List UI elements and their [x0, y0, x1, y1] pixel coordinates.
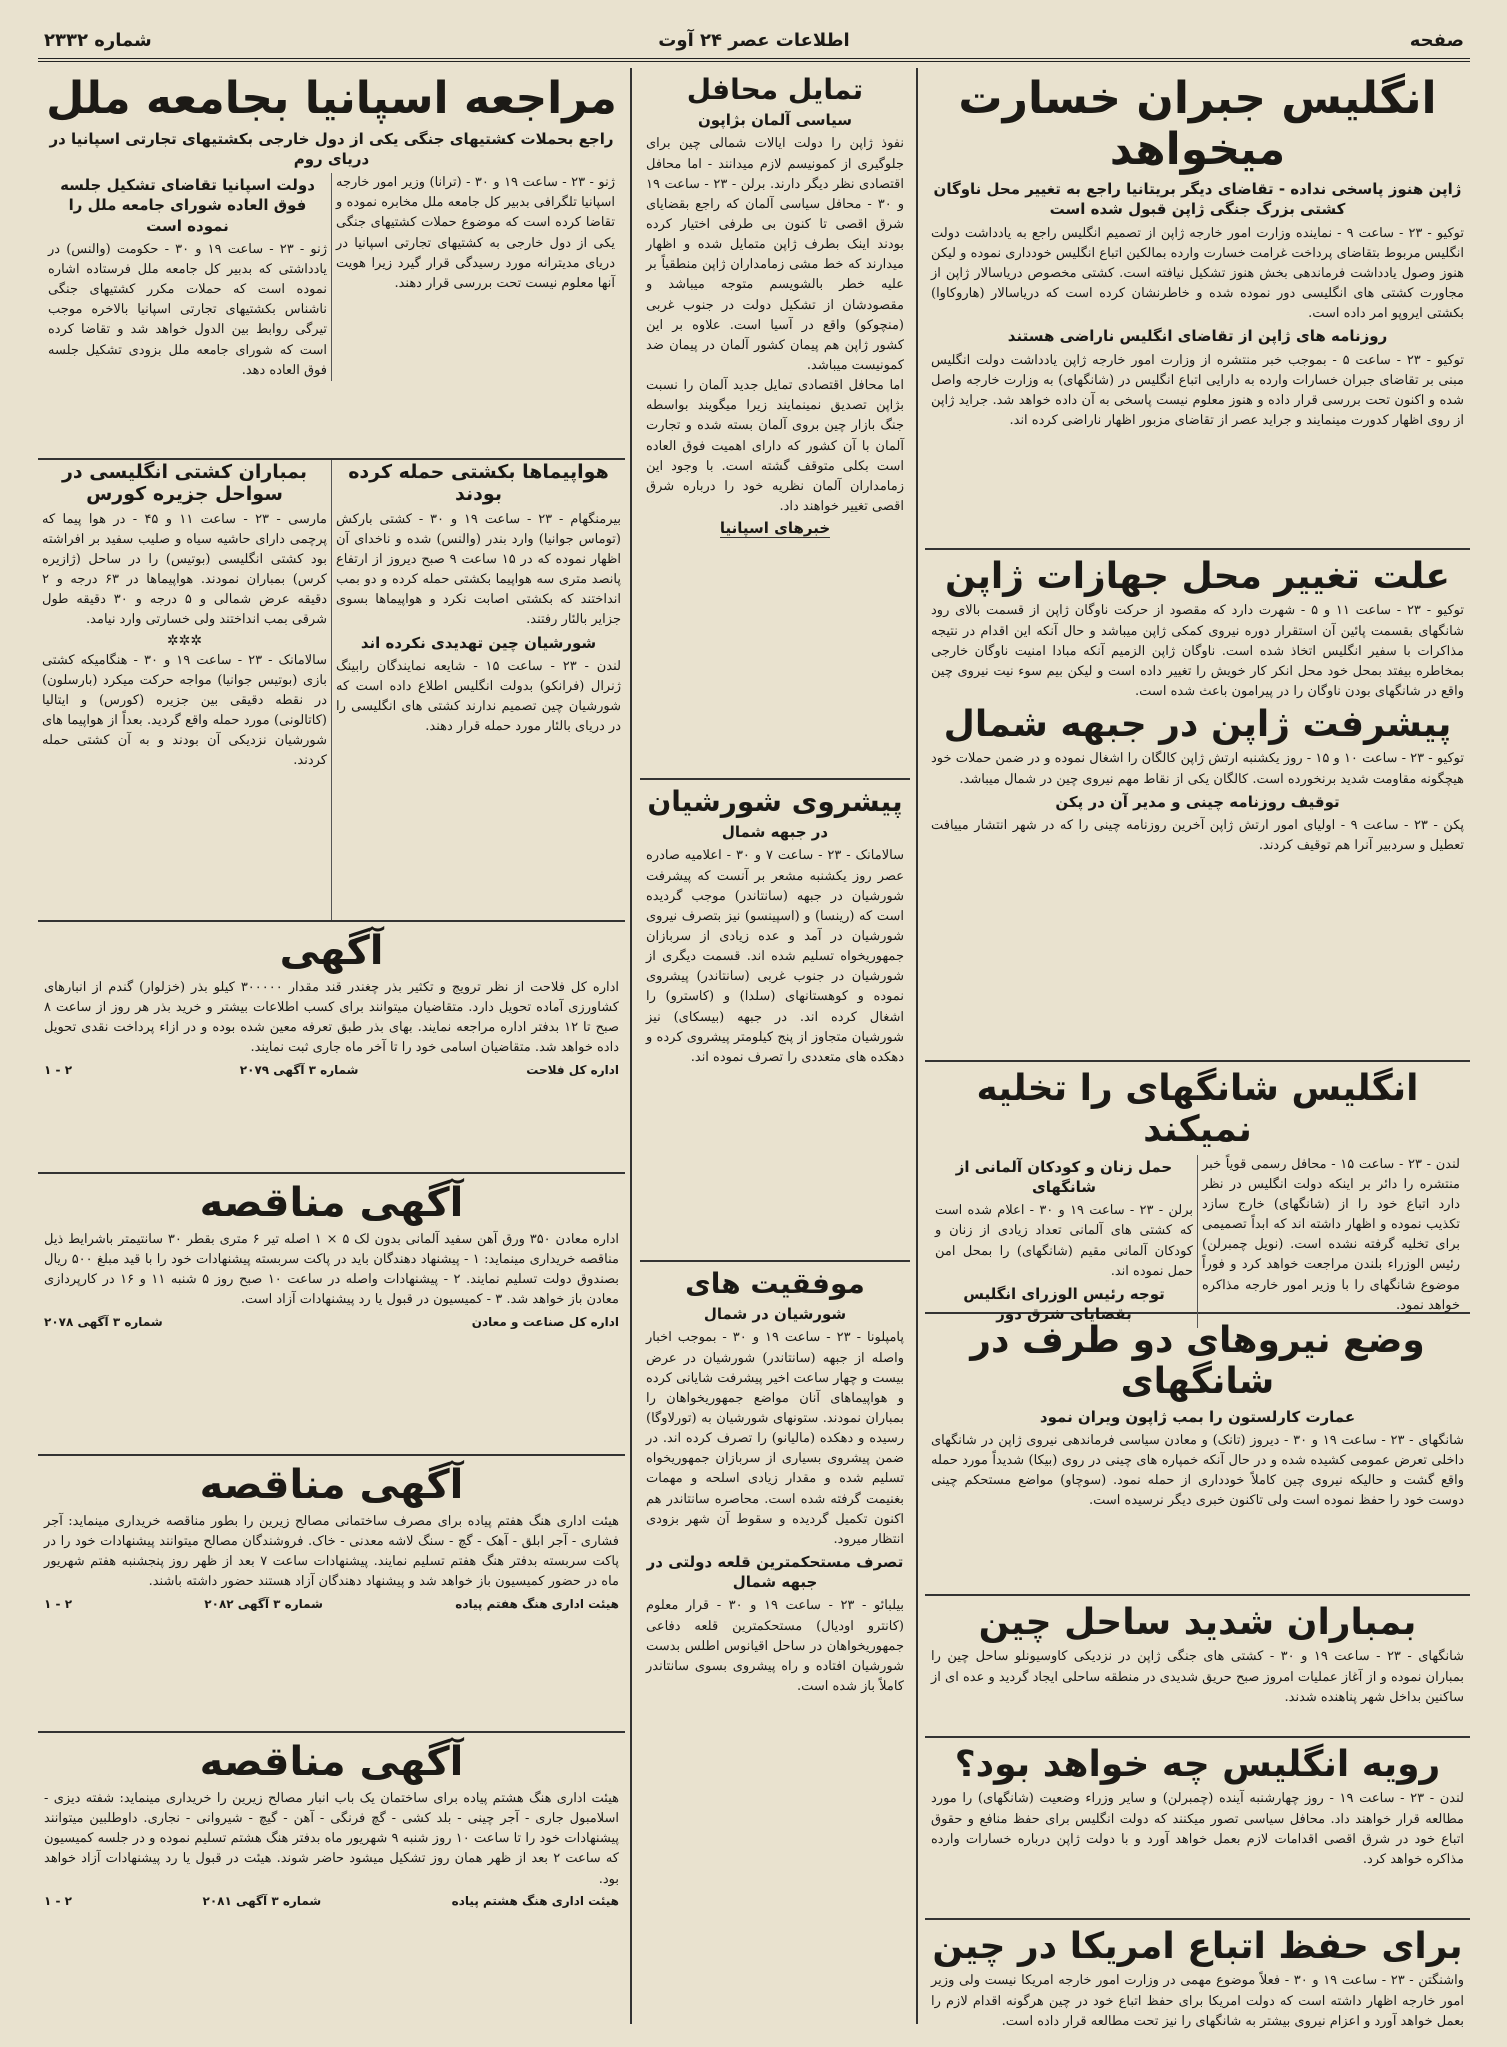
- headline: رویه انگلیس چه خواهد بود؟: [954, 1744, 1441, 1785]
- ad-body: اداره کل فلاحت از نظر ترویج و تکثیر بذر چغندر قند مقدار ۳۰۰۰۰۰ کیلو بذر (خزلوار) گندم از انبارهای کشاورزی آماده تحویل دارد. متقاضیان میتوانند برای کسب اطلاعات بیشتر و خرید بذر هر روز از ساعت ۸ صبح تا ۱۲ بدفتر اداره مراجعه نمایند. بهای بذر طبق تعرفه معین شده بوده و در ازاء پرداخت نقدی تحویل داده خواهد شد. متقاضیان اسامی خود را تا آخر ماه جاری ثبت نمایند.: [44, 980, 620, 1056]
- page-label: صفحه: [1409, 30, 1464, 51]
- subhead: شورشیان چین تهدیدی نکرده اند: [360, 633, 597, 652]
- article-body: شانگهای - ۲۳ - ساعت ۱۹ و ۳۰ - کشتی های جنگی ژاپن در نزدیکی کاوسیونلو ساحل چین را بمباران نموده و از آغاز عملیات امروز صبح حریق شدیدی در منطقه ساحلی ایجاد گردید و عده ای از ساکنین بداخل شهر پناهنده شدند.: [931, 1649, 1465, 1705]
- article-spain-league: [38, 68, 625, 460]
- headline: علت تغییر محل جهازات ژاپن: [945, 556, 1450, 597]
- separator-stars: ✲✲✲: [166, 632, 203, 649]
- subhead: روزنامه های ژاپن از تقاضای انگلیس ناراضی هستند: [1007, 327, 1388, 346]
- article-body: پامپلونا - ۲۳ - ساعت ۱۹ و ۳۰ - بموجب اخبار واصله از جبهه (سانتاندر) شورشیان در عرض بیست و چهار ساعت اخیر پیشرفت شایانی کرده و هواپیماهای آنان مواضع جمهوریخواهان را بمباران نمودند. ستونهای شورشیان به (تورلاوگا) رسیده و دهکده (مالیانو) را تصرف کرده اند. در ضمن پیشروی بسیاری از سربازان جمهوریخواه تسلیم شده و مقدار زیادی اسلحه و مهمات بغنیمت گرفته شده است. محاصره سانتاندر هم اکنون تکمیل گردیده و سقوط آن شهر بزودی انتظار میرود.: [646, 1330, 905, 1547]
- ad-signer: اداره کل صناعت و معادن: [471, 1314, 619, 1329]
- ad-agriculture: [38, 922, 625, 1174]
- article-body: شانگهای - ۲۳ - ساعت ۱۹ و ۳۰ - دیروز (تانک) و معادن سیاسی فرماندهی نیروی ژاپن در شانگهای داخلی تعرض عمومی کشیده شده و در حال آنکه خمپاره های چینی در روی (بیکا) شدیداً مورد حمله واقع گشت و حالیکه نیروی چین کاملاً خودداری از حمله نمود. (سوچاو) مواضع مستحکم چینی دوست خود را حفظ نموده است ولی تاکنون خبری دیگر نرسیده است.: [931, 1433, 1465, 1509]
- subhead: دولت اسپانیا تقاضای تشکیل جلسه فوق العاده شورای جامعه ملل را نموده است: [60, 176, 315, 235]
- headline: تمایل محافل: [686, 73, 864, 106]
- ad-ref: شماره ۳ آگهی ۲۰۸۱: [202, 1893, 322, 1908]
- ad-signature: [44, 1597, 619, 1611]
- subhead: توقیف روزنامه چینی و مدیر آن در پکن: [1055, 792, 1340, 811]
- subhead: حمل زنان و کودکان آلمانی از شانگهای: [955, 1157, 1173, 1197]
- article-body: لندن - ۲۳ - ساعت ۱۵ - شایعه نمایندگان رابینگ ژنرال (فرانکو) بدولت انگلیس اطلاع داده است که شورشیان چین تصمیم ندارند کشتی های انگلیسی را در دریای بالئار مورد حمله قرار دهند.: [336, 658, 621, 735]
- article-body: بیرمنگهام - ۲۳ - ساعت ۱۹ و ۳۰ - کشتی بارکش (توماس جوانیا) وارد بندر (والنس) شده و ناخدای آن اظهار نموده که در ۱۵ ساعت ۹ صبح دیروز از ارتفاع پانصد متری سه هواپیما بکشتی حمله کرده و دو بمب انداختند که بکشتی اصابت نکرد و هواپیماها بسوی جزایر بالئار رفتند.: [336, 511, 621, 628]
- headline: برای حفظ اتباع امریکا در چین: [932, 1926, 1463, 1967]
- ad-signer: اداره کل فلاحت: [526, 1062, 619, 1077]
- article-uk-compensation: [925, 68, 1470, 550]
- ad-ref: شماره ۳ آگهی ۲۰۷۹: [239, 1062, 359, 1077]
- newspaper-page: [38, 24, 1470, 2029]
- article-body: ژنو - ۲۳ - ساعت ۱۹ و ۳۰ - (ترانا) وزیر امور خارجه اسپانیا تلگرافی بدبیر کل جامعه ملل مخابره نموده و تقاضا کرده است که موضوع حملات کشتیهای جنگی یکی از دول خارجی به کشتیهای تجارتی اسپانیا در دریای مدیترانه مورد رسیدگی قرار گیرد زیرا هویت آنها معلوم نیست تحت بررسی قرار دهند.: [336, 175, 615, 291]
- split-right: [1198, 1155, 1464, 1329]
- split-left: [44, 173, 332, 381]
- article-body: برلن - ۲۳ - ساعت ۱۹ و ۳۰ - اعلام شده است که کشتی های آلمانی تعداد زیادی از زنان و کودکان آلمانی مقیم (شانگهای) را بمحل امن حمل نموده اند.: [935, 1203, 1193, 1279]
- headline: هواپیماها بکشتی حمله کرده بودند: [348, 461, 609, 505]
- article-body: سالامانک - ۲۳ - ساعت ۱۹ و ۳۰ - هنگامیکه کشتی بازی (بوتیس جوانیا) مواجه حرکت میکرد (بارسلون) در نقطه دقیقی بین جزیره (کورس) و ایتالیا (کاتالونی) مورد حمله واقع گردید. بعداً از هواپیما های شورشیان نزدیکی آن بودند و به آن کشتی حمله کردند.: [42, 652, 327, 769]
- headline: وضع نیروهای دو طرف در شانگهای: [970, 1320, 1425, 1403]
- subhead: تصرف مستحکمترین قلعه دولتی در جبهه شمال: [646, 1552, 904, 1592]
- masthead: [38, 24, 1470, 62]
- ad-code: ۲ - ۱: [44, 1596, 73, 1611]
- headline: انگلیس شانگهای را تخلیه نمیکند: [976, 1068, 1419, 1151]
- article-uk-policy: [925, 1738, 1470, 1920]
- ad-body: اداره معادن ۳۵۰ ورق آهن سفید آلمانی بدون لک ۵ × ۱ اصله تیر ۶ متری بقطر ۳۰ سانتیمتر باشرایط ذیل مناقصه خریداری مینماید: ۱ - پیشنهاد دهندگان باید در پاکت سربسته پیشنهادات خود را با قید مبلغ ۵۰۰ ریال بصندوق دولت تسلیم نمایند. ۲ - پیشنهادات واصله در ساعت ۱۰ صبح روز ۵ شنبه ۱۱ و ۱۶ در کارپردازی معادن باز خواهد شد. ۳ - کمیسیون در قبول یا رد پیشنهادات آزاد است.: [44, 1232, 620, 1308]
- headline: مراجعه اسپانیا بجامعه ملل: [46, 73, 617, 124]
- article-split: [44, 173, 619, 381]
- article-forces-shanghai: [925, 1314, 1470, 1596]
- subhead: در جبهه شمال: [721, 823, 829, 842]
- ad-ref: شماره ۳ آگهی ۲۰۷۸: [44, 1314, 163, 1329]
- paper-date: اطلاعات عصر ۲۴ آوت: [658, 30, 850, 51]
- ad-title: آگهی مناقصه: [199, 1739, 464, 1785]
- ad-body: هیئت اداری هنگ هفتم پیاده برای مصرف ساختمانی مصالح زیرین را بطور مناقصه خریداری مینماید: آجر فشاری - آجر ابلق - آهک - گچ - سنگ لاشه معدنی - خاک. فروشندگان مصالح میتوانند پیشنهادات خود را در پاکت سربسته بدفتر هنگ هفتم تسلیم نمایند. پیشنهادات ساعت ۷ بعد از ظهر روز پنجشنبه هفتم شهریور ماه در حضور کمیسیون باز خواهد شد و پیشنهاد دهندگان آزاد هستند حضور داشته باشند.: [44, 1514, 619, 1590]
- ad-signer: هیئت اداری هنگ هفتم پیاده: [455, 1596, 619, 1611]
- ad-signature: [44, 1894, 619, 1908]
- article-uk-shanghai: [925, 1062, 1470, 1324]
- left-column: [38, 68, 625, 2024]
- ad-signature: [44, 1063, 619, 1077]
- ad-tender-regiment-8: [38, 1733, 625, 1914]
- article-body: واشنگتن - ۲۳ - ساعت ۱۹ و ۳۰ - فعلاً موضوع مهمی در وزارت امور خارجه امریکا نیست ولی وزیر امور خارجه اظهار داشته است که دولت امریکا برای حفظ اتباع خود در چین هرگونه اقدام لازم را بعمل خواهد آورد و اعزام نیروی بیشتر به شانگهای را نیز تحت مطالعه قرار داده است.: [931, 1973, 1464, 2029]
- ad-title: آگهی: [279, 928, 384, 974]
- two-column-block: [38, 460, 625, 922]
- article-body: بیلبائو - ۲۳ - ساعت ۱۹ و ۳۰ - قرار معلوم (کانترو اودیال) مستحکمترین قلعه دفاعی جمهوریخواهان در ساحل اقیانوس اطلس بدست شورشیان افتاده و راه پیشروی بسوی سانتاندر کاملاً باز شده است.: [646, 1598, 904, 1695]
- article-rebel-advance: [640, 780, 910, 1262]
- split-right: [332, 173, 619, 381]
- ad-code: ۲ - ۱: [44, 1062, 73, 1077]
- article-split: [931, 1155, 1464, 1329]
- headline: بمباران شدید ساحل چین: [978, 1602, 1417, 1643]
- ad-title: آگهی مناقصه: [199, 1462, 464, 1508]
- article-bombardment: [925, 1596, 1470, 1738]
- subhead: شورشیان در شمال: [703, 1305, 847, 1324]
- article-body: ژنو - ۲۳ - ساعت ۱۹ و ۳۰ - حکومت (والنس) در یادداشتی که بدبیر کل جامعه ملل فرستاده اشاره نموده است که حملات مکرر کشتیهای جنگی ناشناس بکشتیهای تجارتی اسپانیا بالاخره موجب تیرگی روابط بین الدول خواهد شد و تقاضا کرده است که شورای جامعه ملل بزودی تشکیل جلسه فوق العاده دهد.: [48, 241, 327, 378]
- article-body: توکیو - ۲۳ - ساعت ۱۰ و ۱۵ - روز یکشنبه ارتش ژاپن کالگان را اشغال نموده و در ضمن حملات خود هیچگونه مقاومت شدید برنخورده است. کالگان یکی از نقاط مهم نیروی چین در شمال میباشد.: [931, 751, 1464, 787]
- subhead: عمارت کارلستون را بمب ژاپون ویران نمود: [1039, 1407, 1356, 1426]
- issue-number: شماره ۲۳۳۲: [44, 30, 152, 51]
- article-body: لندن - ۲۳ - ساعت ۱۹ - روز چهارشنبه آینده (چمبرلن) و سایر وزراء وضعیت (شانگهای) را مورد مطالعه قرار خواهند داد. محافل سیاسی تصور میکنند که دولت انگلیس برای حفظ منافع و حقوق اتباع خود در شرق اقصی اقدامات لازم بعمل خواهد آورد و با دولت ژاپن درباره خسارات وارده مذاکره خواهد کرد.: [931, 1791, 1464, 1867]
- subhead: توجه رئیس الوزرای انگلیس بقضایای شرق دور: [963, 1284, 1165, 1324]
- ad-signature: [44, 1315, 619, 1329]
- article-planes-attack: [332, 460, 625, 920]
- ad-tender-mines: [38, 1174, 625, 1456]
- headline: انگلیس جبران خسارت میخواهد: [958, 73, 1437, 175]
- headline: پیشروی شورشیان: [647, 785, 903, 818]
- article-body: توکیو - ۲۳ - ساعت ۹ - نماینده وزارت امور خارجه ژاپن از تصمیم انگلیس راجع به یادداشت دولت انگلیس مربوط بتقاضای پرداخت غرامت خسارت وارده بمالکین اتباع انگلیس خودداری نموده و لیکن هنوز وصول یادداشت فرماندهی بخش هنوز تشکیل نیافته است. کشتی مخصوص دریاسالار ژاپن از مجاورت کشتی های انگلیسی دور نموده شده و خاطرنشان کرده است که دریاسالار (هاروکاوا) بکشتی ایروپو امر داده است.: [931, 225, 1465, 322]
- ad-code: ۲ - ۱: [44, 1893, 72, 1908]
- article-body: لندن - ۲۳ - ساعت ۱۵ - محافل رسمی قویاً خبر منتشره را دائر بر اینکه دولت انگلیس در نظر دارد اتباع خود را از (شانگهای) خارج سازد تکذیب نموده و اظهار داشته اند که ابداً تصمیمی برای تخلیه گرفته نشده است. (نویل چمبرلن) رئیس الوزراء بلندن مراجعت خواهد کرد و فوراً موضوع شانگهای را با وزیر امور خارجه مذاکره خواهد نمود.: [1202, 1156, 1460, 1313]
- article-body: پکن - ۲۳ - ساعت ۹ - اولیای امور ارتش ژاپن آخرین روزنامه چینی را که در شهر انتشار مییافت تعطیل و سردبیر آنرا هم توقیف کردند.: [931, 818, 1464, 854]
- article-body: توکیو - ۲۳ - ساعت ۱۱ و ۵ - شهرت دارد که مقصود از حرکت ناوگان ژاپن از قسمت بالای رود شانگهای بقسمت پائین آن استقرار دوره نیروی کمکی ژاپن میباشد و حال آنکه این اقدام در نتیجه مذاکرات با سفیر انگلیس اتخاذ شده است. ناوگان ژاپن الزمیم آنکه مبادا امنیت ناوگان خارجی بمخاطره بیفتد بمحل خود محل انکر کار خویش را تغییر داده است و لیکن بیم سوء نیت نیروی چین واقع در شانگهای بودن ناوگان را در پیرامون باعث شده است.: [931, 603, 1465, 699]
- subhead: راجع بحملات کشتیهای جنگی یکی از دول خارجی بکشتیهای تجارتی اسپانیا در دریای روم: [49, 129, 614, 168]
- article-body: توکیو - ۲۳ - ساعت ۵ - بموجب خبر منتشره از وزارت امور خارجه ژاپن یادداشت دولت انگلیس مبنی بر تقاضای جبران خسارات وارده به دارایی اتباع انگلیس در (شانگهای) به وزارت خارجه واصل شده و اکنون تحت بررسی قرار داده و هنوز معلوم نیست پاسخی به آن داده خواهد شد. جراید ژاپن از روی اظهار کدورت مینمایند و جراید عصر از تقاضای مزبور اظهار ناراضی کرده اند.: [931, 352, 1464, 429]
- article-body: مارسی - ۲۳ - ساعت ۱۱ و ۴۵ - در هوا پیما که پرچمی دارای حاشیه سیاه و صلیب سفید بر افراشته بود کشتی انگلیسی (بوتیس) را در ساحل (ژازیره کرس) بمباران نمودند. هواپیماها در ۶۳ درجه و ۲ دقیقه عرض شمالی و ۵ درجه و ۳۰ دقیقه طول شرقی بمب انداختند ولی خسارتی وارد نیامد.: [42, 511, 328, 628]
- subhead: سیاسی آلمان بژاپون: [697, 111, 853, 130]
- ad-ref: شماره ۳ آگهی ۲۰۸۲: [204, 1596, 323, 1611]
- headline: پیشرفت ژاپن در جبهه شمال: [943, 704, 1452, 746]
- ad-body: هیئت اداری هنگ هشتم پیاده برای ساختمان یک باب انبار مصالح زیرین را خریداری مینماید: شفته دیزی - اسلامبول جاری - آجر چینی - بلد کشی - گچ فرنگی - آهن - گیچ - شیروانی - نجاری. داوطلبین میتوانند پیشنهادات خود را تا ساعت ۱۰ روز شنبه ۹ شهریور ماه بدفتر هنگ هشتم تسلیم نموده و در جلسه کمیسیون که ساعت ۲ بعد از ظهر همان روز تشکیل میشود حاضر شوند. هیئت در قبول یا رد پیشنهادات آزاد خواهد بود.: [44, 1791, 619, 1887]
- column-rule: [916, 68, 918, 2024]
- article-rebel-success: [640, 1262, 910, 1703]
- article-body: نفوذ ژاپن را دولت ایالات شمالی چین برای جلوگیری از کمونیسم لازم میدانند - اما محافل اقتصادی نظر دیگر دارند. برلن - ۲۳ - ساعت ۱۹ و ۳۰ - محافل سیاسی آلمان که راجع بقضایای شرق اقصی تا کنون بی طرفی اختیار کرده بودند اینک بطرف ژاپن متمایل شده و اظهار میدارند که خط مشی زمامداران ژاپن منطقیاً بر علیه خطر بالشویسم متوجه میباشد و مقصودشان از تشکیل دولت در جنوب غربی (منچوکو) واقع در آسیا است. علاوه بر این کشور ژاپن هم پیمان کشور آلمان در پیمان ضد کمونیست میباشد.: [646, 136, 905, 373]
- section-tag: خبرهای اسپانیا: [719, 519, 831, 538]
- headline: موفقیت های: [685, 1267, 865, 1300]
- article-body: اما محافل اقتصادی تمایل جدید آلمان را نسبت بژاپن تصدیق نمینمایند زیرا میگویند بواسطه جنگ بازار چین بروی آلمان بسته شده و تجارت آلمان با آن کشور که دارای اهمیت فوق العاده است بکلی متوقف گشته است. با وجود این زمامداران آلمان نظریه خود را درباره شرق اقصی تغییر خواهند داد.: [646, 378, 904, 514]
- right-column: [925, 68, 1470, 2029]
- subhead: ژاپن هنوز پاسخی نداده - تقاضای دیگر بریتانیا راجع به تغییر محل ناوگان کشتی بزرگ جنگی ژاپن قبول شده است: [933, 180, 1462, 219]
- headline: بمباران کشتی انگلیسی در سواحل جزیره کورس: [61, 461, 308, 505]
- split-left: [931, 1155, 1198, 1329]
- article-japan-fleet: [925, 550, 1470, 1062]
- column-rule: [630, 68, 632, 2024]
- article-us-citizens: [925, 1920, 1470, 2038]
- middle-column: [640, 68, 910, 2024]
- ad-tender-regiment-7: [38, 1456, 625, 1733]
- article-corsica-bombing: [38, 460, 332, 920]
- article-german-circles: [640, 68, 910, 780]
- ad-signer: هیئت اداری هنگ هشتم پیاده: [451, 1893, 619, 1908]
- article-body: سالامانک - ۲۳ - ساعت ۷ و ۳۰ - اعلامیه صادره عصر روز یکشنبه مشعر بر آنست که پیشرفت شورشیان در جبهه (سانتاندر) موجب گردیده است که (رینسا) و (اسپینسو) نیز بتصرف نیروی شورشیان در آمد و عده زیادی از سربازان جمهوریخواه تسلیم شده اند. قسمت دیگری از شورشیان در جنوب غربی (سانتاندر) پیشروی نموده و کوهستانهای (سلدا) و (کاسترو) را اشغال کرده اند. در جبهه (بیسکای) نیز شورشیان متجاوز از پنج کیلومتر پیشروی کرده و دهکده های متعددی را تصرف نموده اند.: [646, 848, 904, 1065]
- ad-title: آگهی مناقصه: [199, 1180, 464, 1226]
